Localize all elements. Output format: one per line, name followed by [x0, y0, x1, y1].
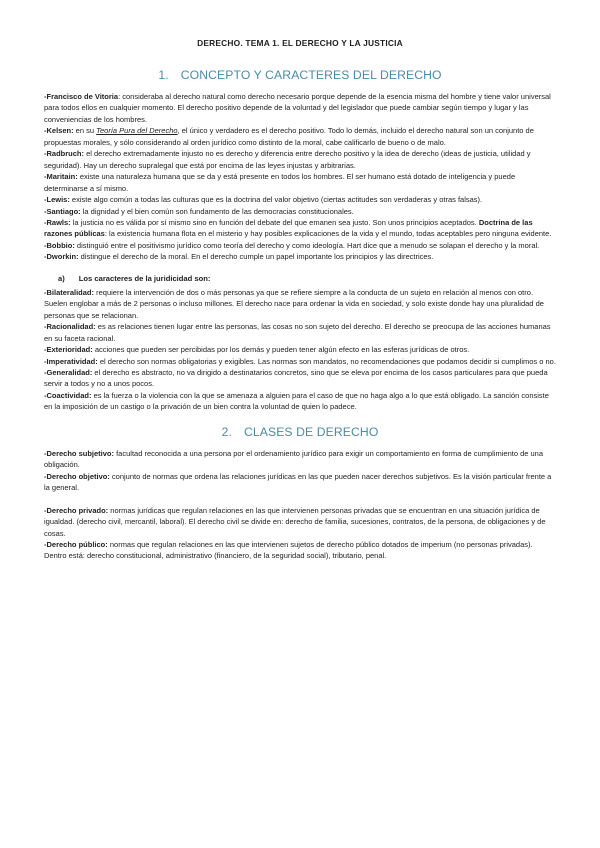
entry-bilateralidad: -Bilateralidad: requiere la intervención de dos o más personas ya que se refiere siempre a la conducta de un sujeto en relación al menos con otro. Suelen englobar a más de 2 personas o incluso millones. El derecho nace para ordenar la vida en sociedad, y solo existe donde hay una pluralidad de personas que se relacionan. — [44, 287, 544, 320]
entry-racionalidad: -Racionalidad: es as relaciones tienen lugar entre las personas, las cosas no son sujeto del derecho. El derecho se preocupa de las acciones humanas en su faceta racional. — [44, 322, 551, 343]
entry-derecho-objetivo: -Derecho objetivo: conjunto de normas que ordena las relaciones jurídicas en las que pueden nacer derechos subjetivos. Es la visión particular frente a la general. — [44, 471, 552, 493]
section-1-number: 1. — [158, 68, 169, 82]
entry-exterioridad: -Exterioridad: acciones que pueden ser percibidas por los demás y pueden tener algún efecto en las esferas jurídicas de otros. — [44, 345, 470, 355]
entry-generalidad: -Generalidad: el derecho es abstracto, no va dirigido a destinatarios concretos, sino que se eleva por encima de los casos particulares para que pueda servir a todos y no a unos pocos. — [44, 367, 548, 389]
entry-derecho-privado: -Derecho privado: normas jurídicas que regulan relaciones en las que intervienen personas privadas que se encuentran en una situación jurídica de igualdad. (derecho civil, mercantil, laboral). El derecho civil se divide en: derecho de familia, sucesiones, contratos, de la persona, de obligaciones y de cosas. — [44, 505, 546, 538]
entry-radbruch: -Radbruch: el derecho extremadamente injusto no es derecho y diferencia entre derecho positivo y la idea de derecho (ideas de justicia, utilidad y seguridad). Hay un derecho supralegal que está por encima de las leyes injustas y arbitrarias. — [44, 149, 531, 170]
entry-dworkin: -Dworkin: distingue el derecho de la moral. En el derecho cumple un papel importante los principios y las directrices. — [44, 252, 434, 262]
subsection-title: Los caracteres de la juridicidad son: — [78, 273, 211, 283]
section-2-number: 2. — [221, 424, 232, 439]
entry-kelsen: -Kelsen: en su Teoría Pura del Derecho, el único y verdadero es el derecho positivo. Todo lo demás, incluido el derecho natural son un conjunto de propuestas morales, y sólo considerando al orden jurídico como distinto de la moral, cabe calificarlo de bueno o de malo. — [44, 126, 534, 147]
entry-imperatividad: -Imperatividad: el derecho son normas obligatorias y exigibles. Las normas son mandatos, no recomendaciones que podamos decidir si cumplimos o no. — [44, 356, 556, 366]
entry-coactividad: -Coactividad: es la fuerza o la violencia con la que se amenaza a alguien para el caso de que no haga algo a lo que está obligado. La sanción consiste en la imposición de un castigo o la privación de un bien contra la voluntad de quien lo padece. — [44, 390, 549, 412]
entry-bobbio: -Bobbio: distinguió entre el positivismo jurídico como teoría del derecho y como ideología. Hart dice que a menudo se solapan el derecho y la moral. — [44, 240, 540, 250]
section-2-title: CLASES DE DERECHO — [243, 424, 379, 439]
subsection-heading — [58, 274, 556, 283]
entry-santiago: -Santiago: la dignidad y el bien común son fundamento de las democracias constitucionales. — [44, 206, 354, 216]
entry-lewis: -Lewis: existe algo común a todas las culturas que es la doctrina del valor objetivo (ciertas actitudes son verdaderas y otras falsas). — [44, 195, 483, 205]
entry-derecho-subjetivo: -Derecho subjetivo: facultad reconocida a una persona por el ordenamiento jurídico para exigir un comportamiento en forma de cumplimiento de una obligación. — [44, 448, 544, 470]
kelsen-book-link: Teoría Pura del Derecho — [96, 126, 178, 136]
subsection-letter: a) — [58, 273, 65, 283]
section-1-title: CONCEPTO Y CARACTERES DEL DERECHO — [180, 68, 442, 82]
entry-maritain: -Maritain: existe una naturaleza humana que se da y está presente en todos los hombres. El ser humano está dotado de inteligencia y puede determinarse a sí mismo. — [44, 172, 516, 193]
entry-rawls: -Rawls: la justicia no es válida por sí mismo sino en función del debate del que emanen sea justo. Son unos principios aceptados. Doctrina de las razones públicas: la existencia humana flota en el misterio y hay posibles explicaciones de la vida y el mundo, todas aceptables pero ninguna evidente. — [44, 217, 552, 239]
entry-derecho-publico: -Derecho público: normas que regulan relaciones en las que intervienen sujetos de derecho público dotados de imperium (no personas privadas). Dentro está: derecho constitucional, administrativo (financiero, de la seguridad social), tributario, penal. — [44, 539, 533, 561]
document-title: DERECHO. TEMA 1. EL DERECHO Y LA JUSTICIA — [197, 38, 403, 48]
section-2-heading — [44, 425, 556, 439]
entry-vitoria: -Francisco de Vitoria: consideraba al derecho natural como derecho necesario porque depende de la esencia misma del hombre y tiene valor universal para todos ellos en cualquier momento. El derecho positivo depende de la voluntad y del legislador que puede cambiar según tiempo y lugar y las conveniencias de los hombres. — [44, 92, 551, 124]
section-1-heading — [44, 68, 556, 82]
